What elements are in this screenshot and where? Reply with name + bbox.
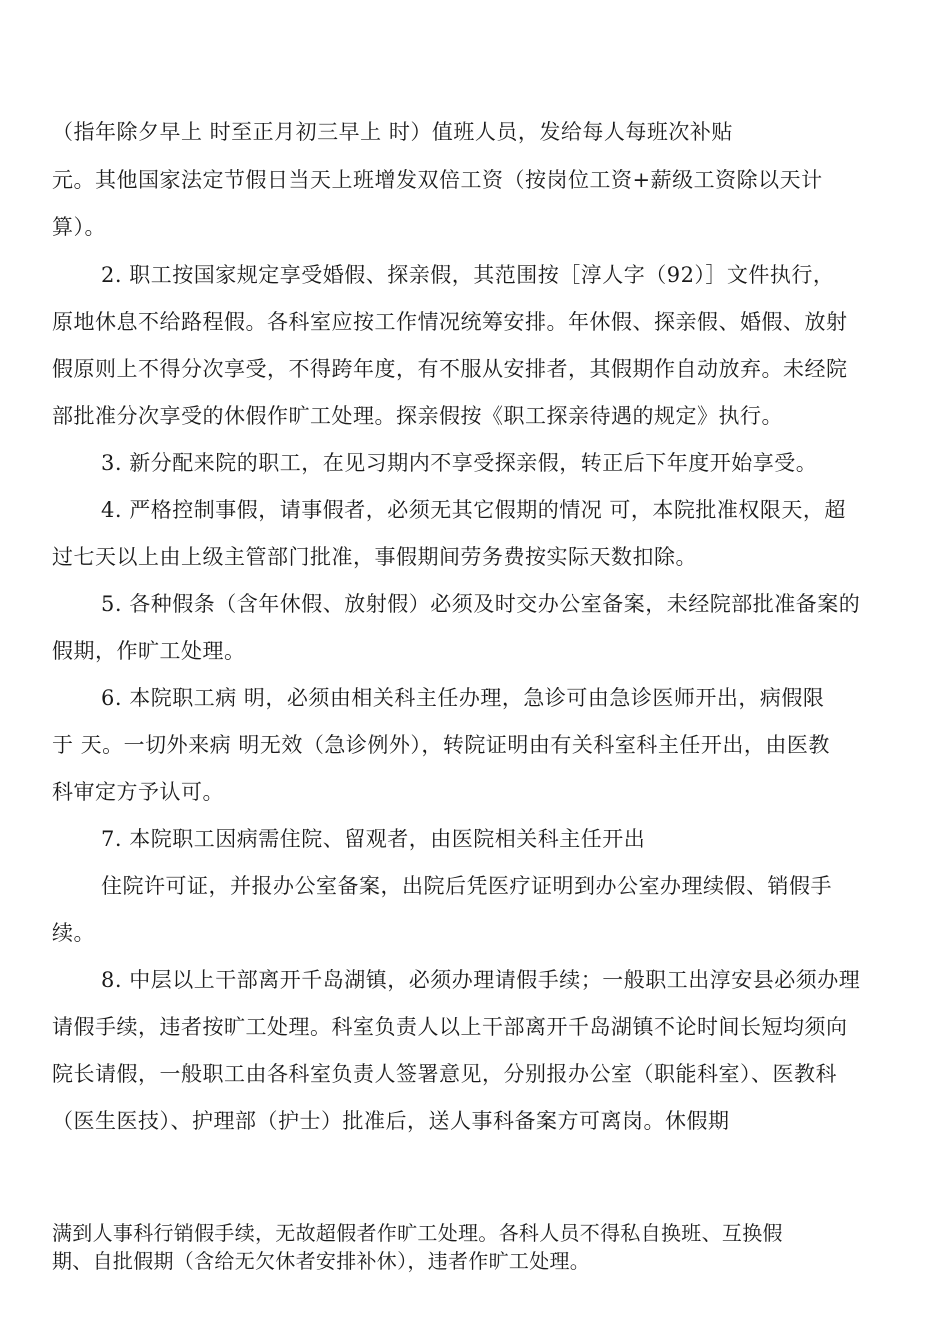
paragraph-line: 3. 新分配来院的职工，在见习期内不享受探亲假，转正后下年度开始享受。: [101, 451, 818, 475]
continuation-line: 期、自批假期（含给无欠休者安排补休），违者作旷工处理。: [52, 1249, 591, 1273]
paragraph-line: 于 天。一切外来病 明无效（急诊例外），转院证明由有关科室科主任开出，由医教: [52, 733, 830, 757]
paragraph-line: 院长请假，一般职工由各科室负责人签署意见，分别报办公室（职能科室）、医教科: [52, 1062, 837, 1086]
paragraph-line: （医生医技）、护理部（护士）批准后，送人事科备案方可离岗。休假期: [52, 1109, 730, 1133]
paragraph-line: 续。: [52, 921, 95, 945]
paragraph-line: 5. 各种假条（含年休假、放射假）必须及时交办公室备案，未经院部批准备案的: [101, 592, 861, 616]
paragraph-line: （指年除夕早上 时至正月初三早上 时）值班人员，发给每人每班次补贴: [52, 120, 733, 144]
paragraph-line: 6. 本院职工病 明，必须由相关科主任办理，急诊可由急诊医师开出，病假限: [101, 686, 825, 710]
paragraph-line: 原地休息不给路程假。各科室应按工作情况统筹安排。年休假、探亲假、婚假、放射: [52, 310, 848, 334]
paragraph-line: 住院许可证，并报办公室备案，出院后凭医疗证明到办公室办理续假、销假手: [101, 874, 832, 898]
paragraph-line: 假原则上不得分次享受，不得跨年度，有不服从安排者，其假期作自动放弃。未经院: [52, 357, 848, 381]
continuation-line: 满到人事科行销假手续，无故超假者作旷工处理。各科人员不得私自换班、互换假: [52, 1221, 783, 1245]
paragraph-line: 假期，作旷工处理。: [52, 639, 246, 663]
paragraph-line: 算）。: [52, 215, 106, 239]
paragraph-line: 过七天以上由上级主管部门批准，事假期间劳务费按实际天数扣除。: [52, 545, 697, 569]
paragraph-line: 请假手续，违者按旷工处理。科室负责人以上干部离开千岛湖镇不论时间长短均须向: [52, 1015, 848, 1039]
paragraph-line: 科审定方予认可。: [52, 780, 224, 804]
paragraph-line: 元。其他国家法定节假日当天上班增发双倍工资（按岗位工资+薪级工资除以天计: [52, 168, 823, 192]
paragraph-line: 8. 中层以上干部离开千岛湖镇，必须办理请假手续；一般职工出淳安县必须办理: [101, 968, 861, 992]
paragraph-line: 2. 职工按国家规定享受婚假、探亲假，其范围按［淳人字（92）］文件执行，: [101, 263, 835, 287]
paragraph-line: 4. 严格控制事假，请事假者，必须无其它假期的情况 可，本院批准权限天，超: [101, 498, 846, 522]
paragraph-line: 7. 本院职工因病需住院、留观者，由医院相关科主任开出: [101, 827, 646, 851]
paragraph-line: 部批准分次享受的休假作旷工处理。探亲假按《职工探亲待遇的规定》执行。: [52, 404, 783, 428]
